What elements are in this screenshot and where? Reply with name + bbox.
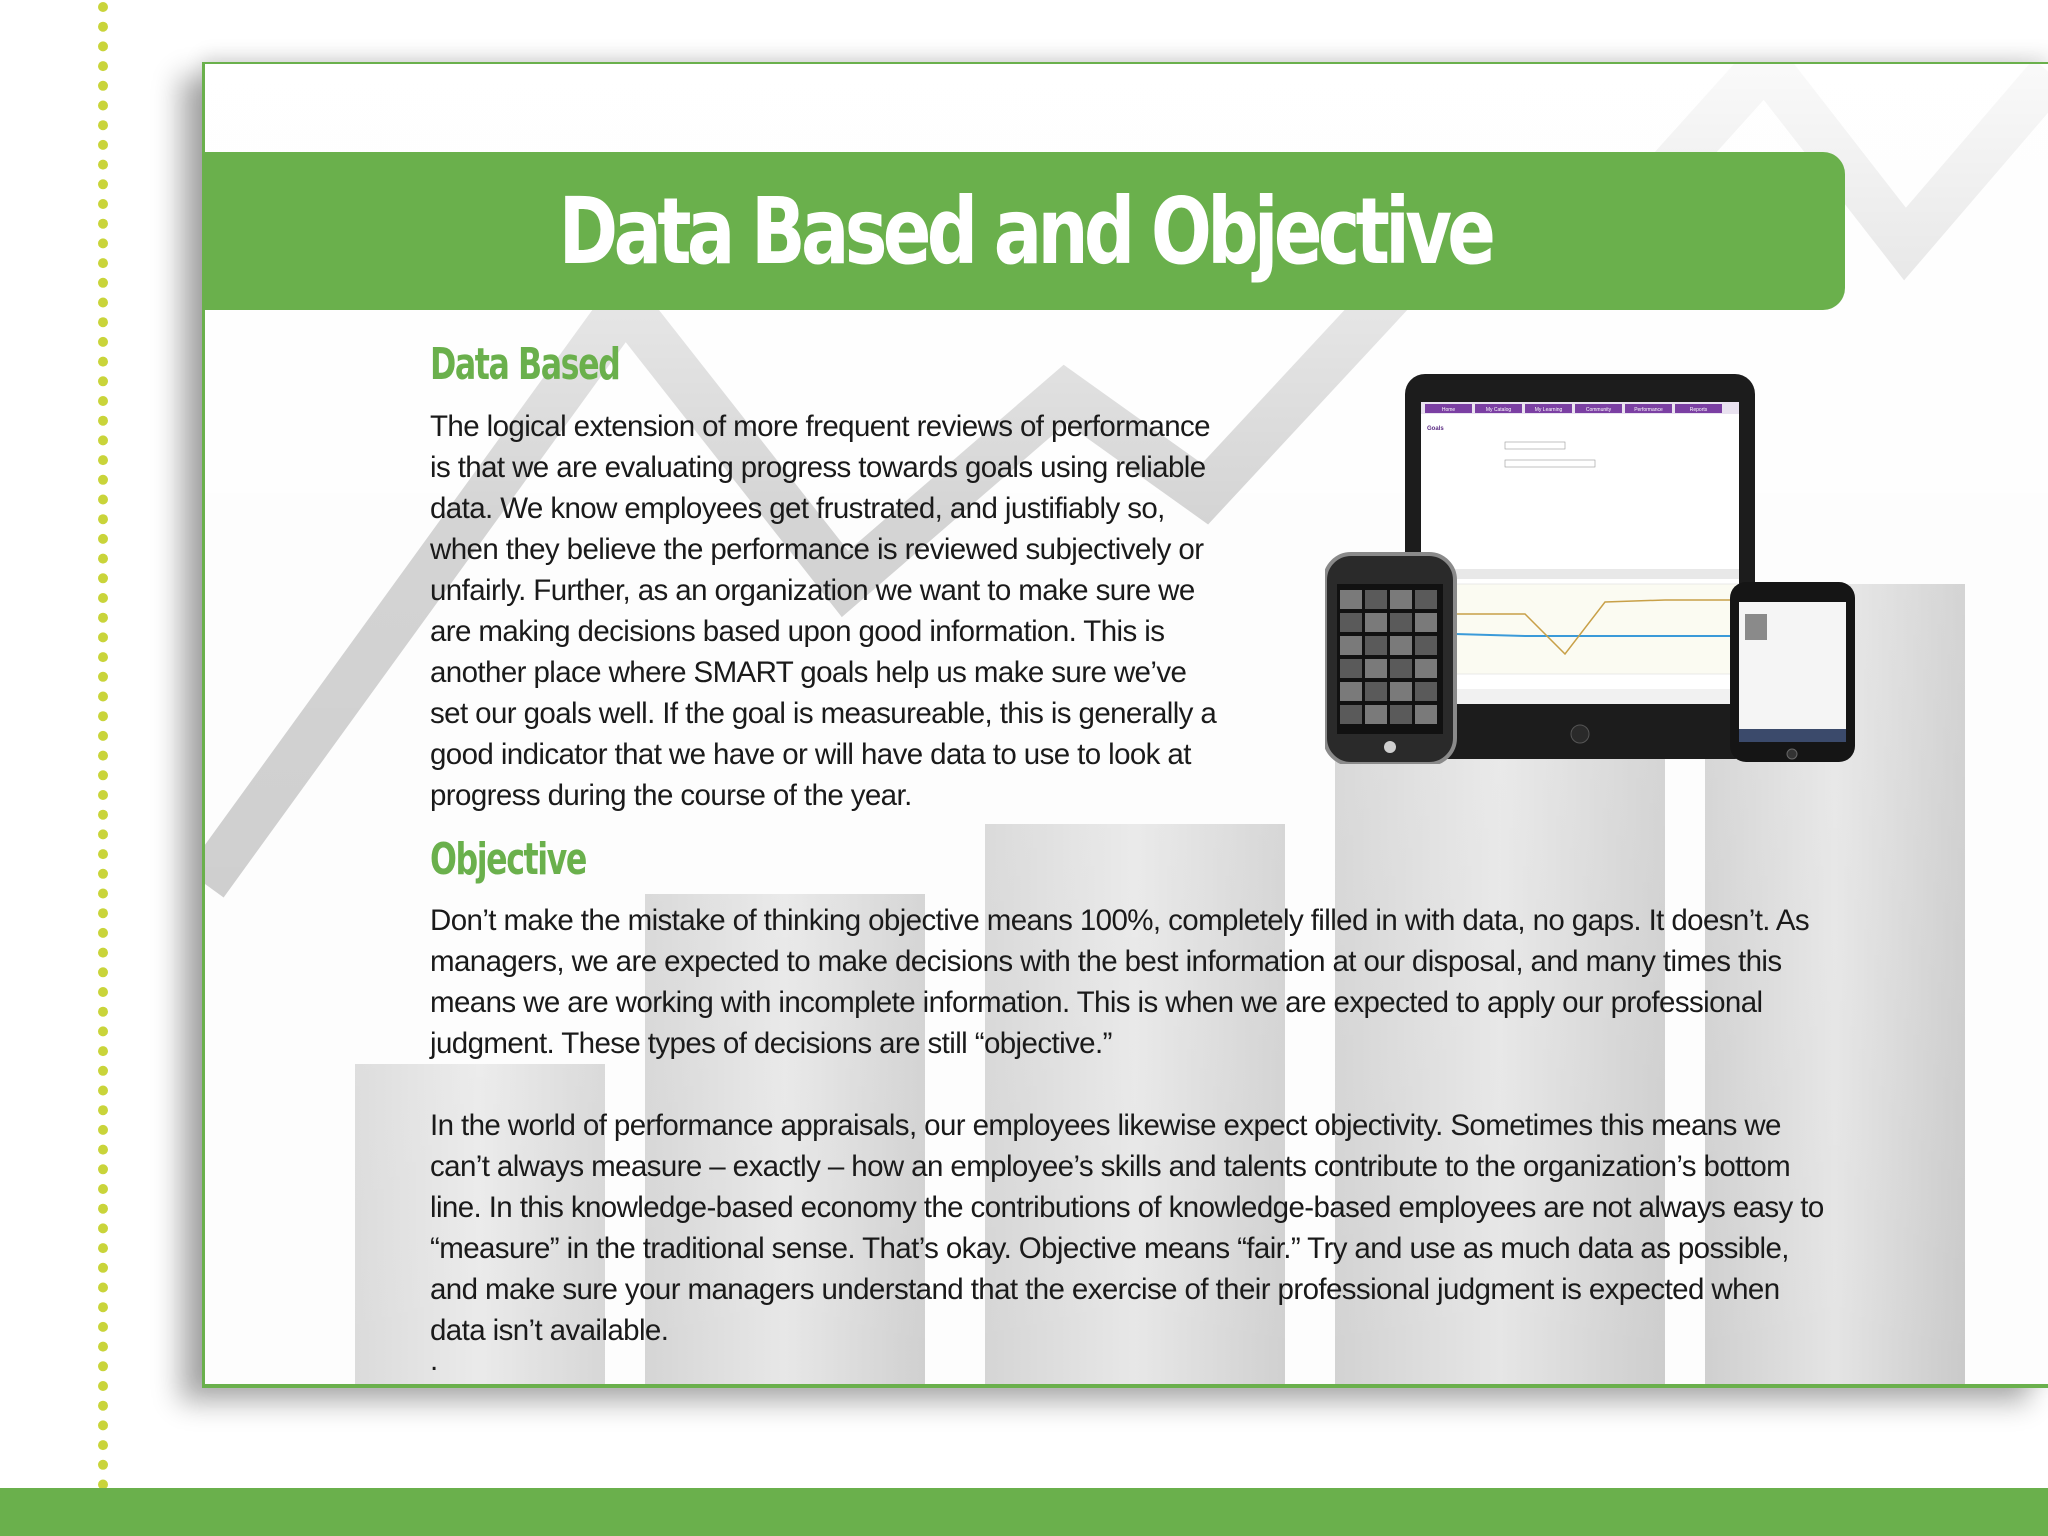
rail-dot <box>98 534 108 544</box>
android-thumbnail <box>1415 590 1437 609</box>
rail-dot <box>98 928 108 938</box>
rail-dot <box>98 1263 108 1273</box>
rail-dot <box>98 770 108 780</box>
android-thumbnail <box>1340 682 1362 701</box>
rail-dot <box>98 140 108 150</box>
android-thumbnail <box>1365 705 1387 724</box>
rail-dot <box>98 967 108 977</box>
rail-dot <box>98 120 108 130</box>
bottom-green-bar <box>0 1488 2048 1536</box>
rail-dot <box>98 731 108 741</box>
rail-dot <box>98 869 108 879</box>
rail-dot <box>98 593 108 603</box>
rail-dot <box>98 573 108 583</box>
tablet-nav-tab-label: My Learning <box>1534 407 1563 413</box>
android-thumbnail <box>1365 590 1387 609</box>
rail-dot <box>98 1381 108 1391</box>
android-thumbnail <box>1390 590 1412 609</box>
iphone-image-thumb <box>1745 614 1767 640</box>
rail-dot <box>98 1243 108 1253</box>
slide-card <box>202 62 2048 1388</box>
objective-paragraph-3: . <box>430 1344 438 1377</box>
rail-dot <box>98 1440 108 1450</box>
android-thumbnail <box>1340 659 1362 678</box>
iphone-home-button <box>1787 749 1797 759</box>
android-thumbnail <box>1390 659 1412 678</box>
rail-dot <box>98 396 108 406</box>
iphone-dock <box>1739 729 1846 742</box>
rail-dot <box>98 908 108 918</box>
devices-illustration <box>1325 374 1865 764</box>
android-thumbnail <box>1390 682 1412 701</box>
android-thumbnail <box>1390 613 1412 632</box>
android-thumbnail <box>1340 590 1362 609</box>
rail-dot <box>98 1184 108 1194</box>
rail-dot <box>98 357 108 367</box>
android-thumbnail <box>1390 705 1412 724</box>
rail-dot <box>98 1361 108 1371</box>
tablet-chart-panel <box>1421 569 1739 579</box>
android-thumbnail <box>1415 613 1437 632</box>
rail-dot <box>98 61 108 71</box>
rail-dot <box>98 278 108 288</box>
rail-dot <box>98 1420 108 1430</box>
android-thumbnail <box>1415 682 1437 701</box>
tablet-nav-tab-label: Reports <box>1689 407 1708 413</box>
rail-dot <box>98 376 108 386</box>
iphone-icon <box>1730 582 1855 762</box>
dotted-rail-decoration <box>96 0 110 1490</box>
rail-dot <box>98 1125 108 1135</box>
rail-dot <box>98 948 108 958</box>
tablet-nav-tab-label: Home <box>1441 407 1456 413</box>
rail-dot <box>98 81 108 91</box>
tablet-home-button <box>1571 725 1589 743</box>
rail-dot <box>98 475 108 485</box>
tablet-nav-tab-label: Community <box>1585 407 1612 413</box>
rail-dot <box>98 810 108 820</box>
rail-dot <box>98 22 108 32</box>
android-thumbnail <box>1365 682 1387 701</box>
android-thumbnail <box>1365 659 1387 678</box>
rail-dot <box>98 455 108 465</box>
rail-dot <box>98 337 108 347</box>
slide-title: Data Based and Objective <box>558 177 1492 285</box>
android-home-button <box>1384 741 1396 753</box>
rail-dot <box>98 495 108 505</box>
rail-dot <box>98 2 108 12</box>
android-thumbnail <box>1415 659 1437 678</box>
rail-dot <box>98 849 108 859</box>
rail-dot <box>98 692 108 702</box>
rail-dot <box>98 101 108 111</box>
rail-dot <box>98 829 108 839</box>
tablet-nav-tab-label: My Catalog <box>1485 407 1512 413</box>
tablet-table <box>1421 689 1739 704</box>
section-heading-data-based: Data Based <box>430 339 620 390</box>
rail-dot <box>98 652 108 662</box>
rail-dot <box>98 790 108 800</box>
rail-dot <box>98 1204 108 1214</box>
android-thumbnail <box>1390 636 1412 655</box>
rail-dot <box>98 238 108 248</box>
rail-dot <box>98 435 108 445</box>
rail-dot <box>98 1401 108 1411</box>
data-based-paragraph: The logical extension of more frequent reviews of performance is that we are evaluating progress towards goals using reliable data. We know employees get frustrated, and justifiably so, when they believe the performance is reviewed subjectively or unfairly. Further, as an organization we want to make sure we are making decisions based upon good information. This is another place where SMART goals help us make sure we’ve set our goals well. If the goal is measureable, this is generally a good indicator that we have or will have data to use to look at progress during the course of the year. <box>430 410 1217 812</box>
rail-dot <box>98 298 108 308</box>
rail-dot <box>98 1066 108 1076</box>
android-thumbnail <box>1415 636 1437 655</box>
rail-dot <box>98 1322 108 1332</box>
rail-dot <box>98 1460 108 1470</box>
rail-dot <box>98 1105 108 1115</box>
rail-dot <box>98 1026 108 1036</box>
rail-dot <box>98 1223 108 1233</box>
tablet-chart-area <box>1455 584 1739 674</box>
rail-dot <box>98 179 108 189</box>
objective-paragraph-1: Don’t make the mistake of thinking objective means 100%, completely filled in with data, no gaps. It doesn’t. As managers, we are expected to make decisions with the best information at our disposal, and many times this means we are working with incomplete information. This is when we are expected to apply our professional judgment. These types of decisions are still “objective.” <box>430 904 1810 1060</box>
android-thumbnail <box>1365 636 1387 655</box>
objective-paragraph-2: In the world of performance appraisals, our employees likewise expect objectivity. Sometimes this means we can’t always measure – exactly – how an employee’s skills and talents contribute to the organization’s bottom line. In this knowledge-based economy the contributions of knowledge-based employees are not always easy to “measure” in the traditional sense. That’s okay. Objective means “fair.” Try and use as much data as possible, and make sure your managers understand that the exercise of their professional judgment is expected when data isn’t available. <box>430 1109 1824 1347</box>
rail-dot <box>98 711 108 721</box>
rail-dot <box>98 416 108 426</box>
rail-dot <box>98 1145 108 1155</box>
title-banner <box>205 152 1845 310</box>
rail-dot <box>98 1283 108 1293</box>
rail-dot <box>98 1342 108 1352</box>
section-heading-objective: Objective <box>430 834 586 885</box>
android-thumbnail <box>1365 613 1387 632</box>
android-phone-icon <box>1325 554 1455 764</box>
rail-dot <box>98 889 108 899</box>
rail-dot <box>98 41 108 51</box>
android-thumbnail <box>1340 636 1362 655</box>
rail-dot <box>98 219 108 229</box>
rail-dot <box>98 987 108 997</box>
android-thumbnail <box>1415 705 1437 724</box>
tablet-nav-tab-label: Performance <box>1634 407 1663 413</box>
rail-dot <box>98 1086 108 1096</box>
rail-dot <box>98 1302 108 1312</box>
android-thumbnail <box>1340 705 1362 724</box>
rail-dot <box>98 258 108 268</box>
android-thumbnail <box>1340 613 1362 632</box>
rail-dot <box>98 199 108 209</box>
rail-dot <box>98 160 108 170</box>
rail-dot <box>98 632 108 642</box>
tablet-page-label: Goals <box>1427 426 1444 432</box>
rail-dot <box>98 751 108 761</box>
rail-dot <box>98 1007 108 1017</box>
rail-dot <box>98 1164 108 1174</box>
rail-dot <box>98 317 108 327</box>
rail-dot <box>98 554 108 564</box>
rail-dot <box>98 514 108 524</box>
tablet-icon <box>1405 374 1755 759</box>
rail-dot <box>98 672 108 682</box>
rail-dot <box>98 1046 108 1056</box>
rail-dot <box>98 613 108 623</box>
